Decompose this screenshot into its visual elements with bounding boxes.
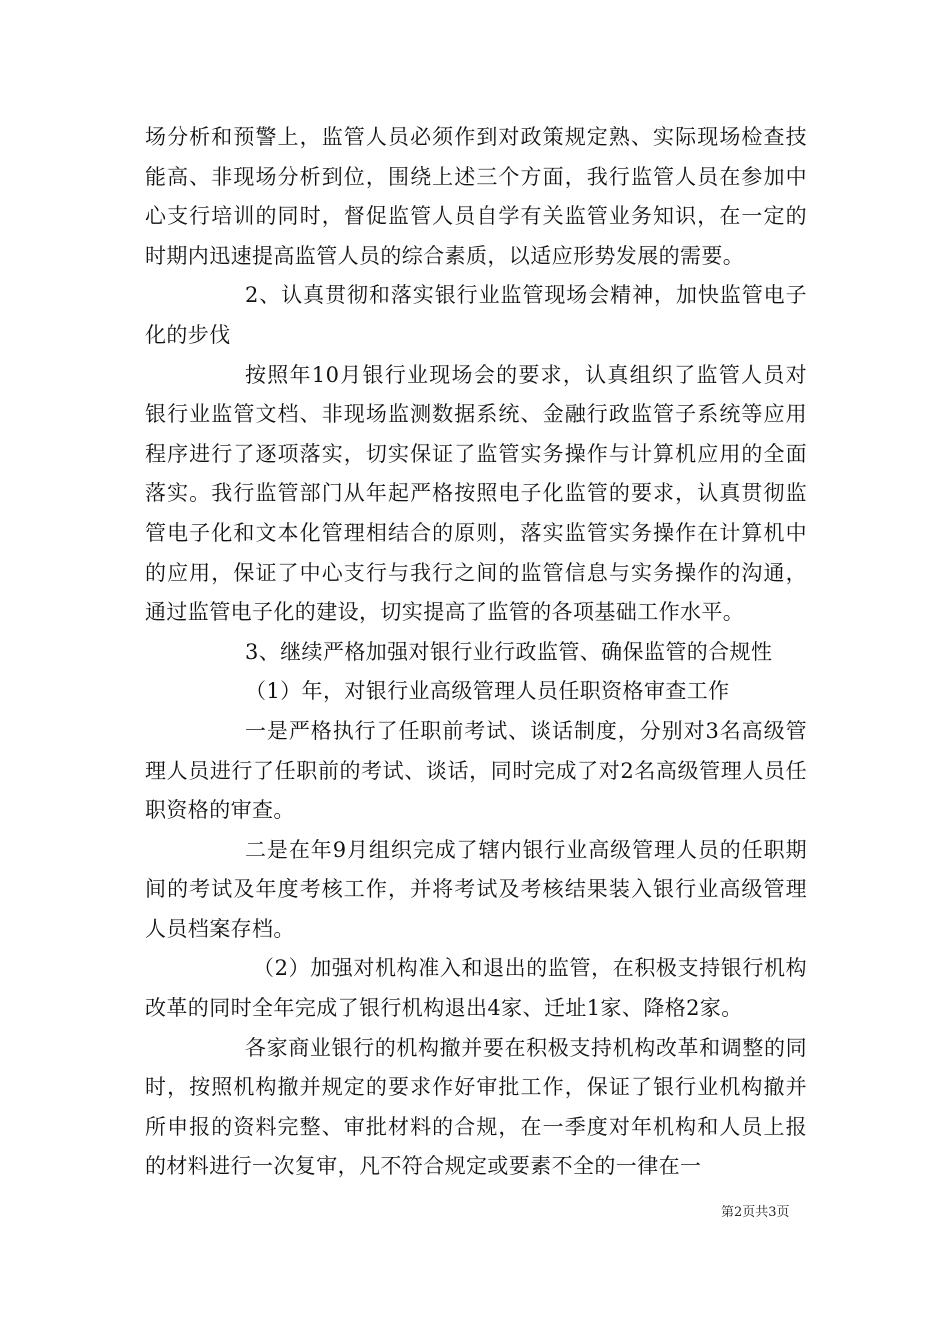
paragraph-point-one: 一是严格执行了任职前考试、谈话制度，分别对3名高级管理人员进行了任职前的考试、谈话，同时完成了对2名高级管理人员任职资格的审查。 [145,718,807,823]
paragraph-point-two: 二是在年9月组织完成了辖内银行业高级管理人员的任职期间的考试及年度考核工作，并将考试及考核结果装入银行业高级管理人员档案存档。 [145,837,807,941]
paragraph-electronic-supervision: 按照年10月银行业现场会的要求，认真组织了监管人员对银行业监管文档、非现场监测数据系统、金融行政监管子系统等应用程序进行了逐项落实，切实保证了监管实务操作与计算机应用的全面落实。我行监管部门从年起严格按照电子化监管的要求，认真贯彻监管电子化和文本化管理相结合的原则，落实监管实务操作在计算机中的应用，保证了中心支行与我行之间的监管信息与实务操作的沟通，通过监管电子化的建设，切实提高了监管的各项基础工作水平。 [145,362,807,625]
subsection-heading-2: （2）加强对机构准入和退出的监管，在积极支持银行机构改革的同时全年完成了银行机构退出4家、迁址1家、降格2家。 [145,956,807,1021]
paragraph-continuation: 场分析和预警上，监管人员必须作到对政策规定熟、实际现场检查技能高、非现场分析到位，围绕上述三个方面，我行监管人员在参加中心支行培训的同时，督促监管人员自学有关监管业务知识，在一定的时期内迅速提高监管人员的综合素质，以适应形势发展的需要。 [145,125,807,268]
page-number-footer: 第2页共3页 [721,1205,790,1220]
document-body [145,118,807,1187]
subsection-heading-1: （1）年，对银行业高级管理人员任职资格审查工作 [245,679,730,704]
section-heading-3: 3、继续严格加强对银行业行政监管、确保监管的合规性 [245,639,773,664]
paragraph-branch-merger: 各家商业银行的机构撤并要在积极支持机构改革和调整的同时，按照机构撤并规定的要求作好审批工作，保证了银行业机构撤并所申报的资料完整、审批材料的合规，在一季度对年机构和人员上报的材料进行一次复审，凡不符合规定或要素不全的一律在一 [145,1035,807,1179]
section-heading-2: 2、认真贯彻和落实银行业监管现场会精神，加快监管电子化的步伐 [145,283,807,347]
